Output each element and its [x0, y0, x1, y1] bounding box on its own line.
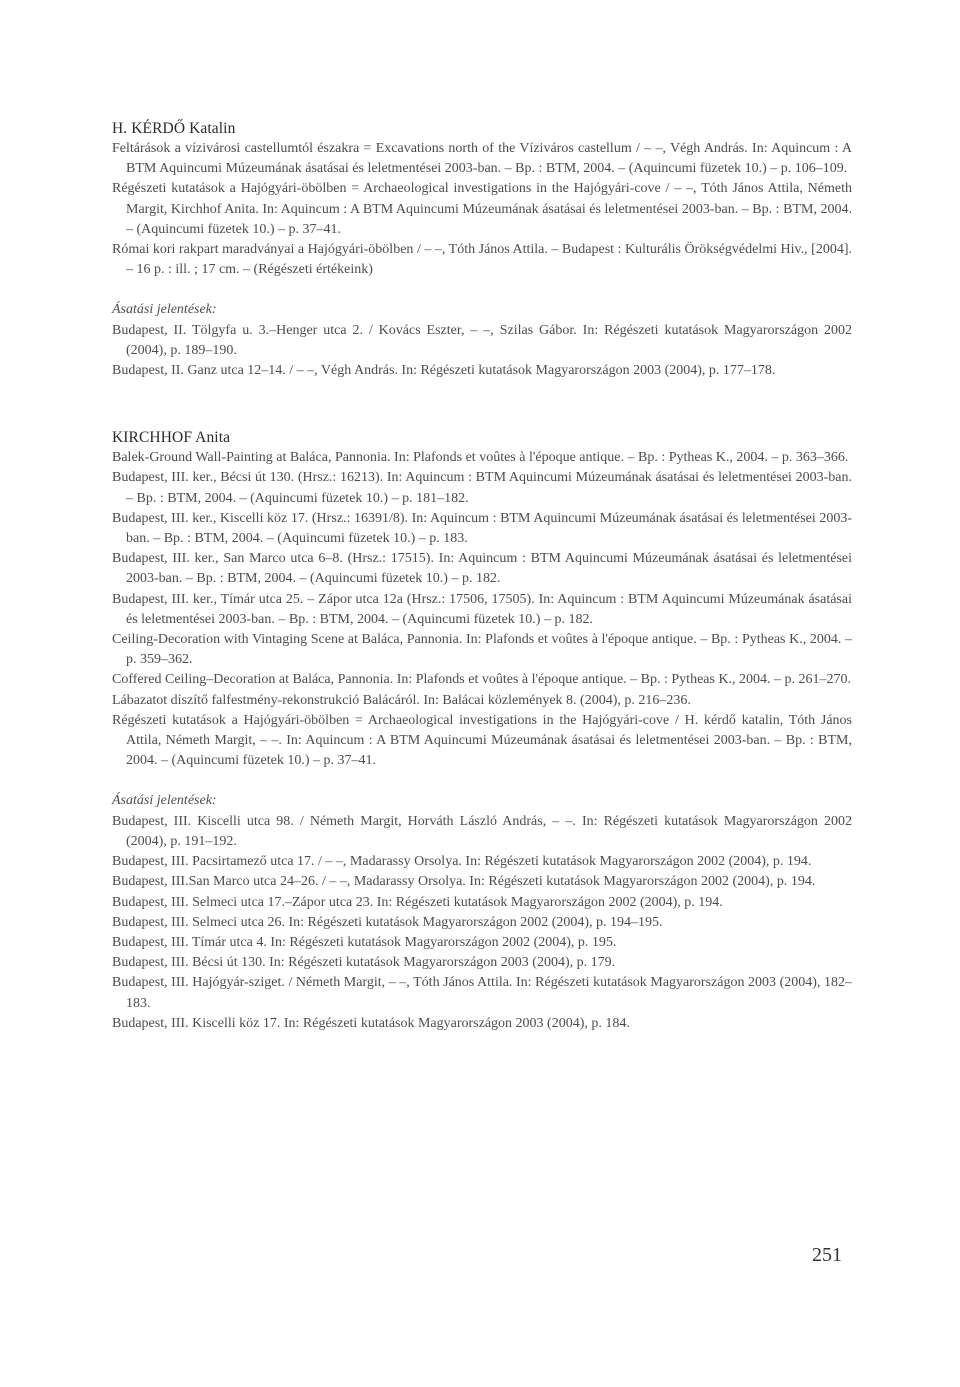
bibliography-entry: Feltárások a vízivárosi castellumtól északra = Excavations north of the Víziváros castellum / – –, Végh András. In: Aquincum : A BTM Aquincumi Múzeumának ásatásai és leletmentései 2003-ban. – Bp. : BTM, 2004. – (Aquincumi füzetek 10.) – p. 106–109.: [112, 141, 852, 177]
excavation-report-entry: Budapest, II. Tölgyfa u. 3.–Henger utca 2. / Kovács Eszter, – –, Szilas Gábor. In: Régészeti kutatások Magyarországon 2002 (2004), p. 189–190.: [112, 322, 852, 358]
page-number: 251: [812, 1244, 842, 1266]
bibliography-entry: Budapest, III. ker., Bécsi út 130. (Hrsz.: 16213). In: Aquincum : BTM Aquincumi Múzeumának ásatásai és leletmentései 2003-ban. – Bp. : BTM, 2004. – (Aquincumi füzetek 10.) – p. 181–182.: [112, 470, 852, 506]
spacer: [112, 771, 852, 791]
spacer: [112, 381, 852, 427]
author-section-kerdo: [112, 118, 852, 381]
excavation-report-entry: Budapest, III. Kiscelli köz 17. In: Régészeti kutatások Magyarországon 2003 (2004), p. 184.: [112, 1015, 630, 1031]
excavation-report-entry: Budapest, III. Selmeci utca 17.–Zápor utca 23. In: Régészeti kutatások Magyarországon 2002 (2004), p. 194.: [112, 894, 723, 910]
author-name: H. KÉRDŐ Katalin: [112, 120, 236, 137]
bibliography-entry: Római kori rakpart maradványai a Hajógyári-öbölben / – –, Tóth János Attila. – Budapest : Kulturális Örökségvédelmi Hiv., [2004]. – 16 p. : ill. ; 17 cm. – (Régészeti értékeink): [112, 242, 852, 278]
bibliography-entry: Lábazatot díszítő falfestmény-rekonstrukció Balácáról. In: Balácai közlemények 8. (2004), p. 216–236.: [112, 692, 691, 708]
bibliography-entry: Ceiling-Decoration with Vintaging Scene at Baláca, Pannonia. In: Plafonds et voûtes à l'époque antique. – Bp. : Pytheas K., 2004. – p. 359–362.: [112, 632, 852, 668]
excavation-report-entry: Budapest, III. Selmeci utca 26. In: Régészeti kutatások Magyarországon 2002 (2004), p. 194–195.: [112, 914, 663, 930]
author-section-kirchhof: [112, 427, 852, 1034]
bibliography-entry: Régészeti kutatások a Hajógyári-öbölben = Archaeological investigations in the Hajógyári-cove / H. kérdő katalin, Tóth János Attila, Németh Margit, – –. In: Aquincum : A BTM Aquincumi Múzeumának ásatásai és leletmentései 2003-ban. – Bp. : BTM, 2004. – (Aquincumi füzetek 10.) – p. 37–41.: [112, 712, 852, 769]
bibliography-entry: Coffered Ceiling–Decoration at Baláca, Pannonia. In: Plafonds et voûtes à l'époque antique. – Bp. : Pytheas K., 2004. – p. 261–270.: [112, 672, 852, 688]
author-name: KIRCHHOF Anita: [112, 429, 231, 447]
bibliography-page: [112, 118, 852, 1034]
excavation-report-entry: Budapest, III. Hajógyár-sziget. / Németh Margit, – –, Tóth János Attila. In: Régészeti kutatások Magyarországon 2003 (2004), 182–183.: [112, 975, 852, 1011]
excavation-report-entry: Budapest, III. Tímár utca 4. In: Régészeti kutatások Magyarországon 2002 (2004), p. 195.: [112, 934, 617, 950]
excavation-report-entry: Budapest, III. Pacsirtamező utca 17. / – –, Madarassy Orsolya. In: Régészeti kutatások Magyarországon 2002 (2004), p. 194.: [112, 854, 812, 870]
excavation-report-entry: Budapest, III. Bécsi út 130. In: Régészeti kutatások Magyarországon 2003 (2004), p. 179.: [112, 955, 616, 971]
bibliography-entry: Balek-Ground Wall-Painting at Baláca, Pannonia. In: Plafonds et voûtes à l'époque antique. – Bp. : Pytheas K., 2004. – p. 363–366.: [112, 450, 849, 466]
excavation-reports-heading: Ásatási jelentések:: [112, 302, 217, 318]
excavation-reports-heading: Ásatási jelentések:: [112, 793, 217, 809]
bibliography-entry: Budapest, III. ker., San Marco utca 6–8. (Hrsz.: 17515). In: Aquincum : BTM Aquincumi Múzeumának ásatásai és leletmentései 2003-ban. – Bp. : BTM, 2004. – (Aquincumi füzetek 10.) – p. 182.: [112, 551, 852, 587]
excavation-report-entry: Budapest, III.San Marco utca 24–26. / – –, Madarassy Orsolya. In: Régészeti kutatások Magyarországon 2002 (2004), p. 194.: [112, 874, 816, 890]
excavation-report-entry: Budapest, III. Kiscelli utca 98. / Németh Margit, Horváth László András, – –. In: Régészeti kutatások Magyarországon 2002 (2004), p. 191–192.: [112, 813, 852, 849]
bibliography-entry: Régészeti kutatások a Hajógyári-öbölben = Archaeological investigations in the Hajógyári-cove / – –, Tóth János Attila, Németh Margit, Kirchhof Anita. In: Aquincum : A BTM Aquincumi Múzeumának ásatásai és leletmentései 2003-ban. – Bp. : BTM, 2004. – (Aquincumi füzetek 10.) – p. 37–41.: [112, 181, 852, 237]
bibliography-entry: Budapest, III. ker., Kiscelli köz 17. (Hrsz.: 16391/8). In: Aquincum : BTM Aquincumi Múzeumának ásatásai és leletmentései 2003-ban. – Bp. : BTM, 2004. – (Aquincumi füzetek 10.) – p. 183.: [112, 510, 852, 547]
spacer: [112, 280, 852, 300]
bibliography-entry: Budapest, III. ker., Tímár utca 25. – Zápor utca 12a (Hrsz.: 17506, 17505). In: Aquincum : BTM Aquincumi Múzeumának ásatásai és leletmentései 2003-ban. – Bp. : BTM, 2004. – (Aquincumi füzetek 10.) – p. 182.: [112, 591, 852, 627]
excavation-report-entry: Budapest, II. Ganz utca 12–14. / – –, Végh András. In: Régészeti kutatások Magyarországon 2003 (2004), p. 177–178.: [112, 363, 776, 379]
